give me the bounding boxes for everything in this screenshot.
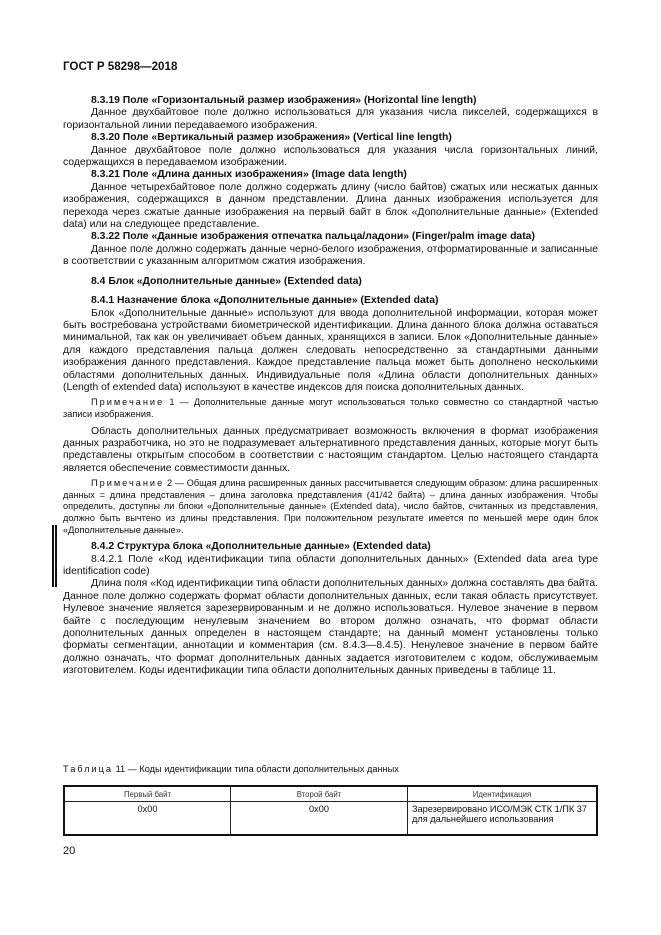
paragraph: Область дополнительных данных предусматривает возможность включения в формат изображения данных разработчика, но это не подразумевает альтернативного представления данных, которые могут быть представлены открытым способом в соответствии с настоящим стандартом. Целью настоящего стандарта является обеспечение совместимости данных.	[63, 425, 598, 474]
table-row	[64, 802, 597, 836]
table-cell: 0x00	[231, 802, 408, 836]
change-bar	[52, 525, 54, 587]
section-heading: 8.4.1 Назначение блока «Дополнительные данные» (Extended data)	[91, 295, 439, 307]
note-text: 2 — Общая длина расширенных данных рассчитывается следующим образом: длина расширенных данных = длина представления – длина заголовка представления (41/42 байта) – длина данных изображения. Чтобы определить, доступны ли блоки «Дополнительные данные» (Extended data), число байтов, считанных из представления, должно быть вычтено из длины представления. При положительном результате имеется по меньшей мере один блок «Дополнительные данные».	[63, 478, 598, 535]
codes-table	[63, 785, 598, 836]
paragraph: Данное поле должно содержать данные черно-белого изображения, отформатированные и записанные в соответствии с указанным алгоритмом сжатия изображения.	[63, 243, 598, 268]
paragraph: Длина поля «Код идентификации типа области дополнительных данных» должна составлять два байта. Данное поле должно содержать формат области дополнительных данных, если такая область присутствует. Нулевое значение является зарезервированным и не должно использоваться. Нулевое значение в первом байте с последующим ненулевым значением во втором должно означать, что формат области дополнительных данных определен в настоящем стандарте; на данный момент установлены только форматы сегментации, аннотации и комментария (см. 8.4.3—8.4.5). Ненулевое значение в первом байте должно означать, что формат дополнительных данных задается изготовителем с кодом, обслуживаемым изготовителем. Коды идентификации типа области дополнительных данных приведены в таблице 11.	[63, 578, 598, 677]
paragraph: Данное четырехбайтовое поле должно содержать длину (число байтов) сжатых или несжатых данных изображения, содержащихся в данном представлении. Длина данных изображения используется для перехода через сжатые данные изображения на первый байт в блок «Дополнительные данные» (Extended data) или на следующее представление.	[63, 181, 598, 231]
note-2	[63, 478, 598, 536]
column-header: Первый байт	[64, 786, 231, 802]
note-label: Примечание	[91, 397, 165, 408]
note-text: 1 — Дополнительные данные могут использоваться только совместно со стандартной частью записи изображения.	[63, 397, 598, 419]
note-1	[63, 397, 598, 420]
section-heading: 8.3.22 Поле «Данные изображения отпечатка пальца/ладони» (Finger/palm image data)	[91, 231, 535, 243]
paragraph: Данное двухбайтовое поле должно использоваться для указания числа пикселей, содержащихся в горизонтальной линии передаваемого изображения.	[63, 107, 598, 131]
change-bars	[52, 525, 57, 587]
section-heading: 8.3.20 Поле «Вертикальный размер изображения» (Vertical line length)	[91, 132, 452, 144]
paragraph: 8.4.2.1 Поле «Код идентификации типа области дополнительных данных» (Extended data area type identification code)	[63, 553, 598, 577]
table-cell: 0x00	[64, 802, 231, 836]
caption-text: 11 — Коды идентификации типа области дополнительных данных	[115, 764, 399, 774]
page-number: 20	[63, 845, 76, 857]
table-cell: Зарезервировано ИСО/МЭК СТК 1/ПК 37 для дальнейшего использования	[408, 802, 598, 836]
column-header: Второй байт	[231, 786, 408, 802]
section-heading: 8.3.21 Поле «Длина данных изображения» (Image data length)	[91, 169, 407, 181]
section-heading: 8.3.19 Поле «Горизонтальный размер изображения» (Horizontal line length)	[91, 95, 477, 106]
section-heading: 8.4 Блок «Дополнительные данные» (Extended data)	[91, 275, 362, 287]
section-heading: 8.4.2 Структура блока «Дополнительные данные» (Extended data)	[91, 541, 431, 553]
table-header-row	[64, 786, 597, 802]
table-caption	[63, 764, 399, 774]
body-text	[63, 95, 598, 678]
paragraph: Блок «Дополнительные данные» используют для ввода дополнительной информации, которая может быть востребована устройствами биометрической идентификации. Длина данного блока должна оставаться минимальной, так как он увеличивает объем данных, хранящихся в записи. Блок «Дополнительные данные» для каждого представления пальца должен следовать непосредственно за стандартными данными изображения данного представления. Каждое представление пальца может быть дополнено несколькими областями дополнительных данных. Индивидуальные поля «Длина области дополнительных данных» (Length of extended data) используют в качестве индексов для поиска дополнительных данных.	[63, 307, 598, 393]
caption-label: Таблица	[63, 764, 114, 774]
change-bar	[55, 525, 57, 587]
paragraph: Данное двухбайтовое поле должно использоваться для указания числа горизонтальных линий, содержащихся в передаваемом изображении.	[63, 144, 598, 169]
standard-header: ГОСТ Р 58298—2018	[63, 60, 178, 73]
note-label: Примечание	[91, 478, 165, 489]
column-header: Идентификация	[408, 786, 598, 802]
